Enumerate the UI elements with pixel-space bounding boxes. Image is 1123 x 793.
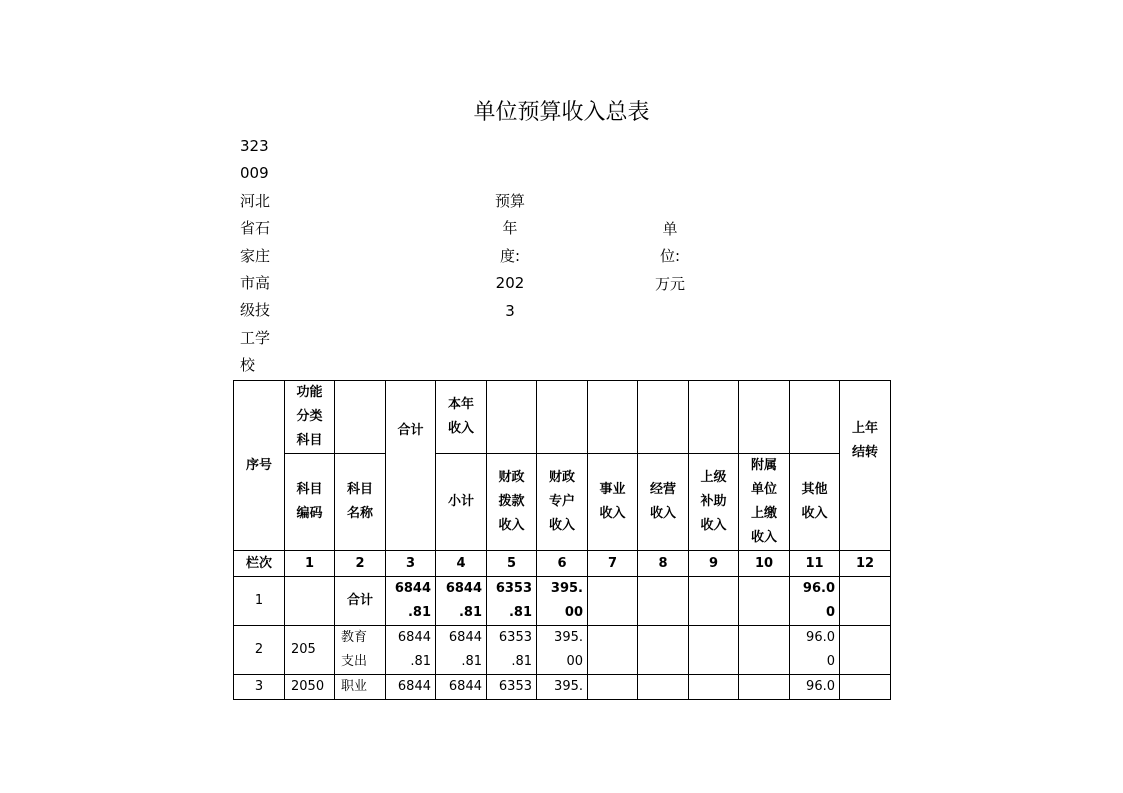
row-code	[285, 577, 335, 626]
row-last-year	[840, 675, 891, 700]
header-operating: 经营 收入	[638, 454, 689, 551]
header-current-income: 本年 收入	[436, 381, 487, 454]
header-empty	[537, 381, 588, 454]
header-row-top	[234, 381, 891, 454]
row-subtotal: 6844	[436, 675, 487, 700]
table-row	[234, 577, 891, 626]
header-empty	[739, 381, 790, 454]
row-seq: 3	[234, 675, 285, 700]
row-seq: 2	[234, 626, 285, 675]
col-number: 10	[739, 551, 790, 577]
row-affiliated	[739, 675, 790, 700]
header-fiscal-alloc: 财政 拨款 收入	[487, 454, 537, 551]
column-number-row	[234, 551, 891, 577]
budget-year: 预算 年 度: 202 3	[494, 192, 525, 320]
col-number: 11	[790, 551, 840, 577]
header-empty	[638, 381, 689, 454]
row-operating	[638, 675, 689, 700]
row-affiliated	[739, 577, 790, 626]
row-code: 205	[285, 626, 335, 675]
header-subtotal: 小计	[436, 454, 487, 551]
row-name: 合计	[335, 577, 386, 626]
header-empty	[335, 381, 386, 454]
header-empty	[588, 381, 638, 454]
row-name: 教育 支出	[335, 626, 386, 675]
col-number: 5	[487, 551, 537, 577]
row-subtotal: 6844 .81	[436, 577, 487, 626]
row-operating	[638, 626, 689, 675]
table-row	[234, 675, 891, 700]
row-last-year	[840, 577, 891, 626]
col-number: 1	[285, 551, 335, 577]
organization-name: 323 009 河北 省石 家庄 市高 级技 工学 校	[240, 137, 271, 375]
row-fiscal-alloc: 6353	[487, 675, 537, 700]
header-affiliated: 附属 单位 上缴 收入	[739, 454, 790, 551]
row-seq: 1	[234, 577, 285, 626]
row-code: 2050	[285, 675, 335, 700]
col-number: 8	[638, 551, 689, 577]
col-row-label: 栏次	[234, 551, 285, 577]
currency-unit: 单 位: 万元	[654, 220, 685, 293]
col-number: 9	[689, 551, 739, 577]
header-empty	[487, 381, 537, 454]
row-other: 96.0	[790, 675, 840, 700]
row-other: 96.0 0	[790, 577, 840, 626]
row-business	[588, 626, 638, 675]
col-number: 6	[537, 551, 588, 577]
header-empty	[689, 381, 739, 454]
row-total: 6844 .81	[386, 626, 436, 675]
header-last-year: 上年 结转	[840, 381, 891, 551]
page-title: 单位预算收入总表	[473, 100, 650, 125]
header-code: 科目 编码	[285, 454, 335, 551]
row-fiscal-special: 395.	[537, 675, 588, 700]
row-business	[588, 675, 638, 700]
header-row-bottom	[234, 454, 891, 551]
row-total: 6844 .81	[386, 577, 436, 626]
header-total: 合计	[386, 381, 436, 551]
row-name: 职业	[335, 675, 386, 700]
header-fiscal-special: 财政 专户 收入	[537, 454, 588, 551]
row-business	[588, 577, 638, 626]
col-number: 3	[386, 551, 436, 577]
header-func-group: 功能 分类 科目	[285, 381, 335, 454]
row-superior-subsidy	[689, 675, 739, 700]
col-number: 2	[335, 551, 386, 577]
header-empty	[790, 381, 840, 454]
header-superior-subsidy: 上级 补助 收入	[689, 454, 739, 551]
row-fiscal-alloc: 6353 .81	[487, 577, 537, 626]
row-fiscal-special: 395. 00	[537, 626, 588, 675]
row-superior-subsidy	[689, 626, 739, 675]
header-business: 事业 收入	[588, 454, 638, 551]
budget-income-table	[233, 380, 891, 700]
col-number: 4	[436, 551, 487, 577]
row-affiliated	[739, 626, 790, 675]
col-number: 7	[588, 551, 638, 577]
row-superior-subsidy	[689, 577, 739, 626]
header-other: 其他 收入	[790, 454, 840, 551]
row-operating	[638, 577, 689, 626]
header-seq: 序号	[234, 381, 285, 551]
row-other: 96.0 0	[790, 626, 840, 675]
table-row	[234, 626, 891, 675]
row-fiscal-special: 395. 00	[537, 577, 588, 626]
row-fiscal-alloc: 6353 .81	[487, 626, 537, 675]
col-number: 12	[840, 551, 891, 577]
header-name: 科目 名称	[335, 454, 386, 551]
row-subtotal: 6844 .81	[436, 626, 487, 675]
row-total: 6844	[386, 675, 436, 700]
row-last-year	[840, 626, 891, 675]
